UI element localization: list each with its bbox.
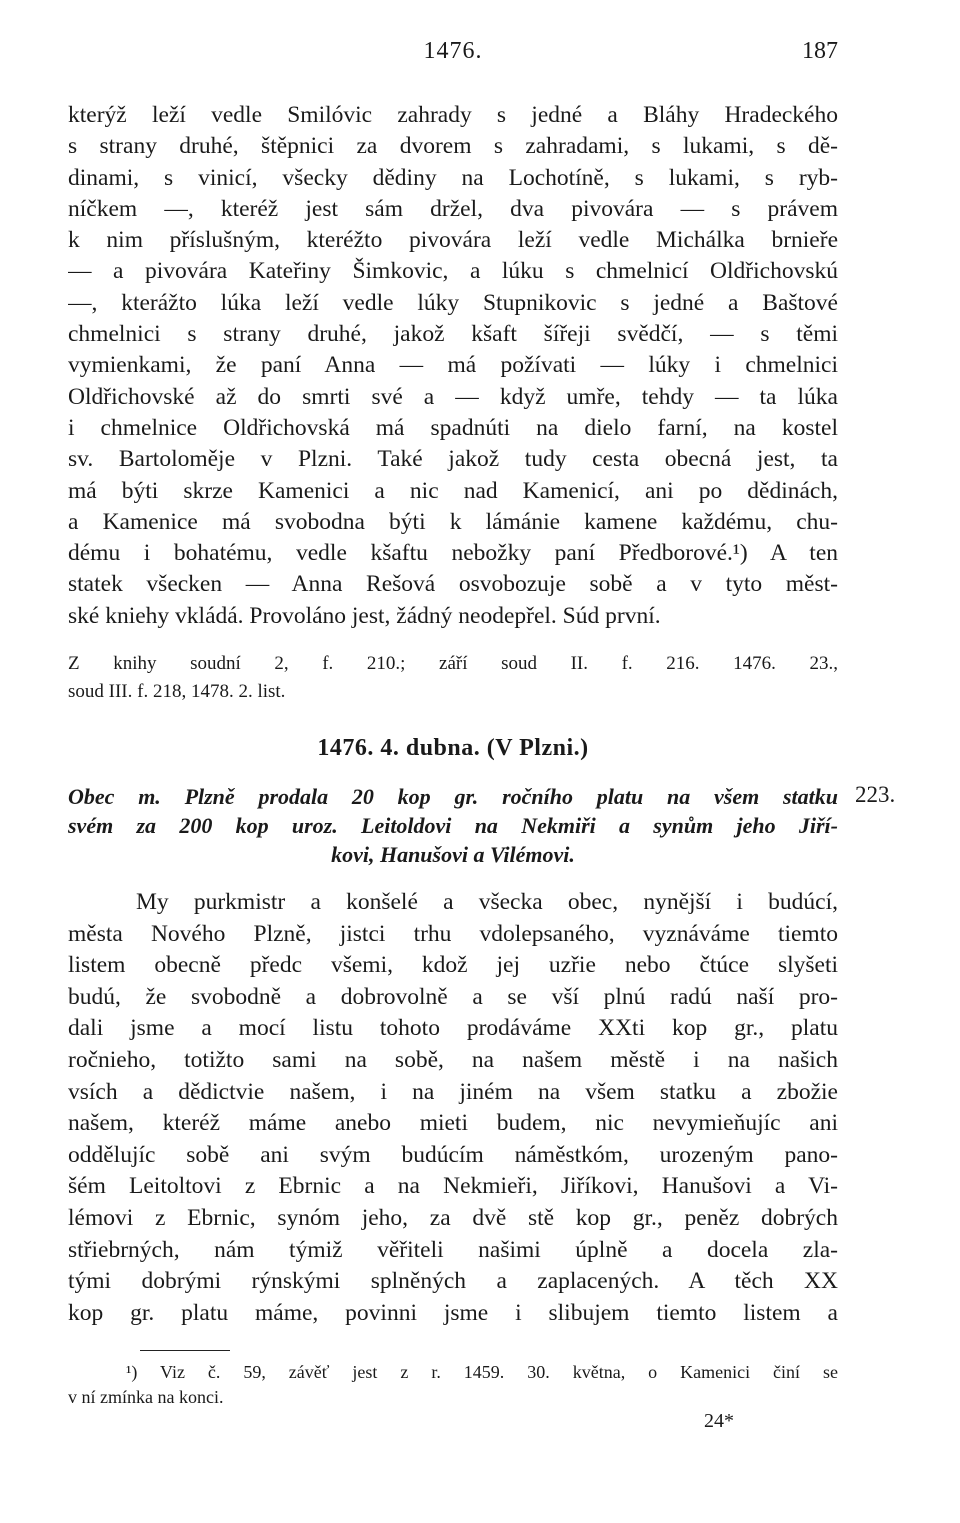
document-number: 223. (855, 782, 896, 807)
source-line: Z knihy soudní 2, f. 210.; září soud II. f. 216. 1476. 23., (68, 653, 838, 674)
text-line: dali jsme a mocí listu tohoto prodáváme XXti kop gr., platu (68, 1015, 838, 1042)
text-line: šém Leitoltovi z Ebrnic a na Nekmieři, Jiříkovi, Hanušovi a Vi- (68, 1173, 838, 1200)
text-line: s strany druhé, štěpnici za dvorem s zahradami, s lukami, s dě- (68, 133, 838, 160)
footnote-divider (140, 1350, 230, 1351)
regest-line: kovi, Hanušovi a Vilémovi. (331, 842, 575, 867)
text-line: — a pivovára Kateřiny Šimkovic, a lúku s chmelnicí Oldřichovskú (68, 258, 838, 285)
text-line: našem, kteréž máme anebo mieti budem, nic nevymieňujíc ani (68, 1110, 838, 1137)
text-line: lémovi z Ebrnic, synóm jeho, za dvě stě kop gr., peněz dobrých (68, 1204, 838, 1231)
source-line: soud III. f. 218, 1478. 2. list. (68, 681, 286, 702)
text-line: dému i bohatému, vedle kšaftu nebožky paní Předborové.¹) A ten (68, 540, 838, 567)
body-paragraph (68, 100, 838, 632)
text-line: k nim příslušným, kteréžto pivovára leží vedle Michálka brnieře (68, 227, 838, 254)
document-heading: 1476. 4. dubna. (V Plzni.) (317, 735, 589, 761)
text-line: oddělujíc sobě ani svým budúcím náměstkóm, urozeným pano- (68, 1141, 838, 1168)
page-header (68, 38, 838, 78)
text-line: kterýž leží vedle Smilóvic zahrady s jedné a Bláhy Hradeckého (68, 102, 838, 128)
text-line: chmelnici s strany druhé, jakož kšaft šířeji svědčí, — s těmi (68, 321, 838, 348)
text-line: vymienkami, že paní Anna — má požívati — lúky i chmelnici (68, 352, 838, 379)
text-line: ské kniehy vkládá. Provoláno jest, žádný neodepřel. Súd první. (68, 602, 661, 629)
footnotes (68, 1360, 838, 1410)
text-line: kop gr. platu máme, povinni jsme i slibujem tiemto listem a (68, 1299, 838, 1326)
text-line: má býti skrze Kamenici a nic nad Kamenicí, ani po dědinách, (68, 477, 838, 504)
text-line: —, kterážto lúka leží vedle lúky Stupnikovic s jedné a Baštové (68, 289, 838, 316)
text-line: i chmelnice Oldřichovská má spadnúti na dielo farní, na kostel (68, 414, 838, 441)
text-line: tými dobrými rýnskými splněných a zaplacených. A těch XX (68, 1268, 838, 1295)
text-line: My purkmistr a konšelé a všecka obec, nynější i budúcí, (136, 889, 838, 915)
signature-mark: 24* (704, 1410, 734, 1432)
regest-line: svém za 200 kop uroz. Leitoldovi na Nekmiři a synům jeho Jiří- (68, 813, 838, 838)
text-line: sv. Bartoloměje v Plzni. Také jakož tudy cesta obecná jest, ta (68, 446, 838, 473)
text-line: města Nového Plzně, jistci trhu vdolepsaného, vyznáváme tiemto (68, 920, 838, 947)
charter-text (68, 887, 838, 1329)
text-line: ročnieho, totižto sami na sobě, na našem městě i na našich (68, 1046, 838, 1073)
text-line: níčkem —, kteréž jest sám držel, dva pivovára — s právem (68, 195, 838, 222)
text-line: střiebrných, nám týmiž věřiteli našimi úplně a docela zla- (68, 1236, 838, 1263)
text-line: vsích a dědictvie našem, i na jiném na všem statku a zbožie (68, 1078, 838, 1105)
text-line: statek všecken — Anna Rešová osvobozuje sobě a v tyto měst- (68, 571, 838, 598)
text-line: a Kamenice má svobodna býti k lámánie kamene každému, chu- (68, 508, 838, 535)
regest-summary (68, 782, 838, 869)
footnote-line: v ní zmínka na konci. (68, 1387, 224, 1407)
text-line: dinami, s vinicí, všecky dědiny na Lochotíně, s lukami, s ryb- (68, 164, 838, 191)
text-line: listem obecně předc všemi, kdož jej uzřie nebo čtúce slyšeti (68, 952, 838, 979)
text-line: Oldřichovské až do smrti své a — když umře, tehdy — ta lúka (68, 383, 838, 410)
regest-line: Obec m. Plzně prodala 20 kop gr. ročního platu na všem statku (68, 784, 838, 809)
header-year: 1476. (423, 38, 483, 64)
page-number: 187 (802, 38, 838, 64)
footnote-line: ¹) Viz č. 59, závěť jest z r. 1459. 30. května, o Kamenici činí se (126, 1362, 838, 1382)
text-line: budú, že svobodně a dobrovolně a se vší plnú radú naší pro- (68, 983, 838, 1010)
source-note (68, 650, 838, 706)
